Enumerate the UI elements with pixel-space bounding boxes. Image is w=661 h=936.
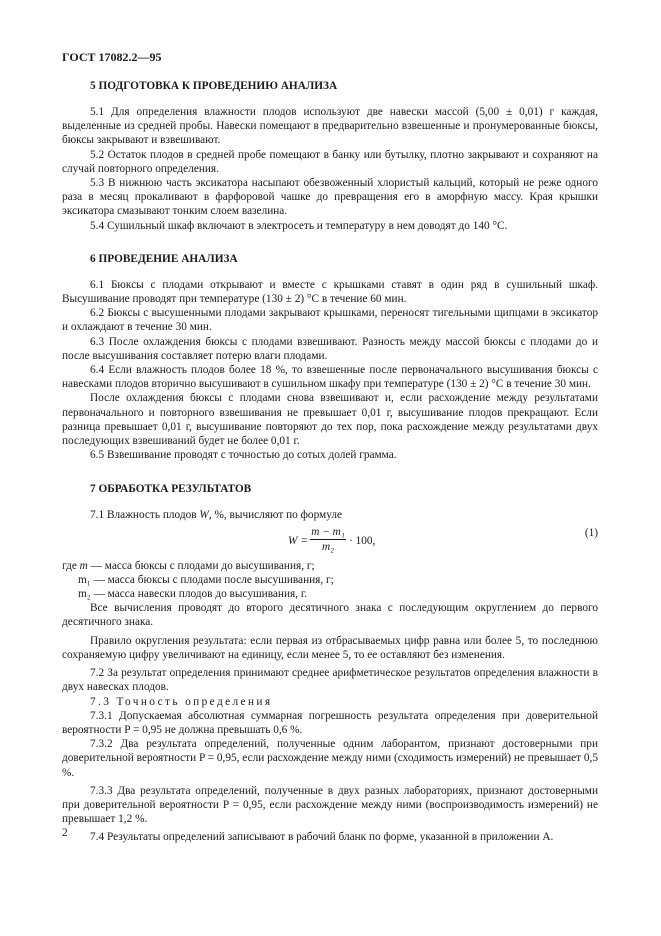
equation-number: (1) (584, 526, 598, 539)
formula-lhs: W = (288, 534, 308, 547)
def-text: — масса навески плодов до высушивания, г. (93, 588, 308, 601)
section-6-title: 6 ПРОВЕДЕНИЕ АНАЛИЗА (90, 252, 238, 265)
page-number: 2 (62, 827, 68, 839)
p71-suffix: , %, вычисляют по формуле (208, 509, 343, 522)
def-symbol: m₂ (78, 588, 91, 601)
def-text: — масса бюксы с плодами до высушивания, г; (90, 559, 315, 572)
paragraph-5-2: 5.2 Остаток плодов в средней пробе помещают в банку или бутылку, плотно закрывают и сохраняют на случай повторного определения. (62, 148, 598, 175)
paragraph-6-5: 6.5 Взвешивание проводят с точностью до сотых долей грамма. (90, 449, 397, 462)
definition-m (62, 559, 598, 573)
moisture-formula (62, 526, 598, 556)
paragraph-5-1: 5.1 Для определения влажности плодов используют две навески массой (5,00 ± 0,01) г каждая, выделенные из средней пробы. Навески помещают в предварительно взвешенные и пронумерованные бюксы, бюксы закрывают и взвешивают. (62, 106, 598, 147)
definition-m2 (62, 587, 598, 601)
paragraph-7-4: 7.4 Результаты определений записывают в рабочий бланк по форме, указанной в приложении А. (90, 831, 554, 844)
paragraph-6-4-cont: После охлаждения бюксы с плодами снова взвешивают и, если расхождение между результатами первоначального и повторного взвешивания не превышает 0,01 г, высушивание плодов прекращают. Если разница превышает 0,01 г, высушивание повторяют до тех пор, пока расхождение между результатами двух последующих взвешиваний будет не более 0,01 г. (62, 392, 598, 448)
def-symbol: m (79, 559, 88, 572)
paragraph-7-3-3: 7.3.3 Два результата определений, полученные в двух разных лабораториях, признают достоверными при доверительной вероятности P = 0,95, если расхождение между ними (воспроизводимость измерений) не превышает 1,2 %. (62, 784, 598, 826)
paragraph-6-3: 6.3 После охлаждения бюксы с плодами взвешивают. Разность между массой бюксы с плодами до и после высушивания составляет потерю влаги плодами. (62, 335, 598, 362)
formula-numerator: m − m₁ (311, 525, 345, 538)
section-5-title: 5 ПОДГОТОВКА К ПРОВЕДЕНИЮ АНАЛИЗА (90, 80, 338, 92)
formula-denominator: m₂ (321, 540, 335, 553)
paragraph-7-2: 7.2 За результат определения принимают среднее арифметическое результатов определения влажности в двух навесках плодов. (62, 667, 598, 694)
formula-rhs: · 100, (349, 534, 376, 547)
paragraph-7-3: 7.3 Точность определения (90, 695, 273, 708)
paragraph-6-1: 6.1 Бюксы с плодами открывают и вместе с крышками ставят в один ряд в сушильный шкаф. Высушивание проводят при температуре (130 ± 2) °С в течение 60 мин. (62, 278, 598, 306)
def-text: — масса бюксы с плодами после высушивания, г; (93, 573, 334, 586)
p71-variable: W (199, 509, 209, 522)
section-7-title: 7 ОБРАБОТКА РЕЗУЛЬТАТОВ (90, 483, 252, 496)
paragraph-6-2: 6.2 Бюксы с высушенными плодами закрывают крышками, переносят тигельными щипцами в эксикатор и охлаждают в течение 30 мин. (62, 307, 598, 334)
document-body (62, 79, 598, 845)
paragraph-6-4: 6.4 Если влажность плодов более 18 %, то взвешенные после первоначального высушивания бюксы с навесками плодов вторично высушивают в сушильном шкафу при температуре (130 ± 2) °С в течение 30 мин. (62, 364, 598, 391)
definition-m1 (62, 573, 598, 587)
where-word: где (62, 559, 77, 572)
def-symbol: m₁ (78, 573, 91, 586)
paragraph-rounding: Правило округления результата: если первая из отбрасываемых цифр равна или более 5, то последнюю сохраняемую цифру увеличивают на единицу, если менее 5, то ее оставляют без изменения. (62, 634, 598, 661)
p71-prefix: 7.1 Влажность плодов (90, 509, 197, 522)
standard-header: ГОСТ 17082.2—95 (62, 50, 162, 64)
paragraph-5-3: 5.3 В нижнюю часть эксикатора насыпают обезвоженный хлористый кальций, который не реже одного раза в месяц прокаливают в фарфоровой чашке до превращения его в аморфную массу. Края крышки эксикатора смазывают тонким слоем вазелина. (62, 177, 598, 218)
paragraph-5-4: 5.4 Сушильный шкаф включают в электросеть и температуру в нем доводят до 140 °С. (90, 219, 508, 232)
paragraph-7-3-1: 7.3.1 Допускаемая абсолютная суммарная погрешность результата определения при доверительной вероятности P = 0,95 не должна превышать 0,6 %. (62, 709, 598, 736)
paragraph-7-1 (62, 508, 598, 522)
paragraph-7-3-2: 7.3.2 Два результата определений, полученные одним лаборантом, признают достоверными при доверительной вероятности P = 0,95, если расхождение между ними (сходимость измерений) не превышает 0,5 %. (62, 738, 598, 779)
paragraph-calc: Все вычисления проводят до второго десятичного знака с последующим округлением до первого десятичного знака. (62, 602, 598, 629)
formula-fraction (310, 526, 346, 554)
